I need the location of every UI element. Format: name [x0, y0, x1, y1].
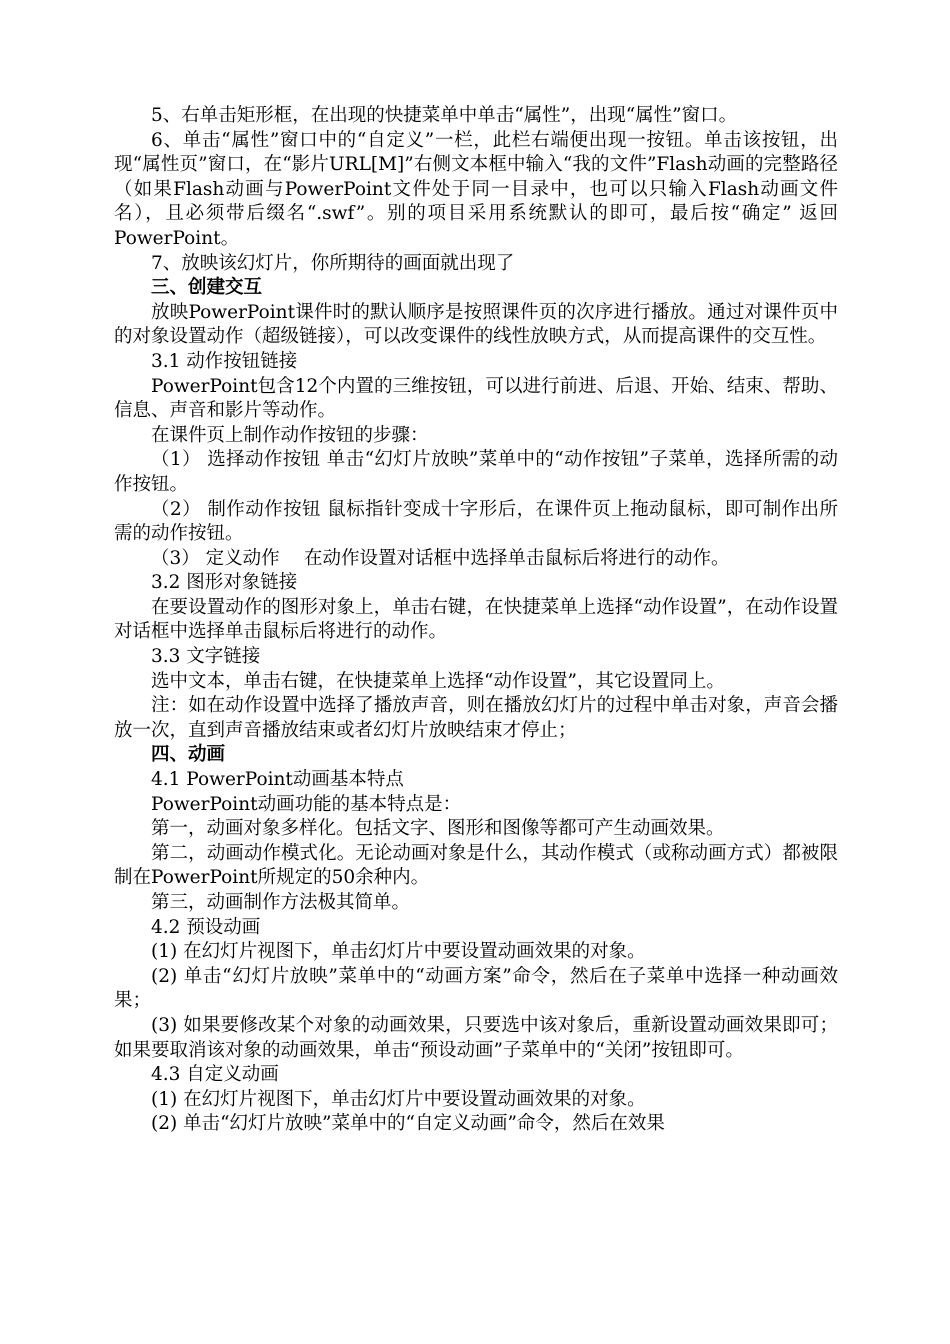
paragraph: 第一，动画对象多样化。包括文字、图形和图像等都可产生动画效果。: [151, 818, 725, 840]
paragraph: 在课件页上制作动作按钮的步骤：: [151, 424, 429, 446]
document-body: [114, 104, 838, 1137]
list-item: (2) 单击“幻灯片放映”菜单中的“动画方案”命令，然后在子菜单中选择一种动画效果；: [114, 965, 838, 1012]
list-item: （2） 制作动作按钮 鼠标指针变成十字形后，在课件页上拖动鼠标，即可制作出所需的动作按钮。: [114, 498, 838, 545]
paragraph: 第二，动画动作模式化。无论动画对象是什么，其动作模式（或称动画方式）都被限制在PowerPoint所规定的50余种内。: [114, 842, 838, 889]
list-item: （3） 定义动作 在动作设置对话框中选择单击鼠标后将进行的动作。: [151, 547, 730, 569]
list-item: (1) 在幻灯片视图下，单击幻灯片中要设置动画效果的对象。: [151, 941, 646, 963]
list-item: (1) 在幻灯片视图下，单击幻灯片中要设置动画效果的对象。: [151, 1088, 646, 1110]
paragraph: 7、放映该幻灯片，你所期待的画面就出现了: [151, 252, 515, 274]
list-item: （1） 选择动作按钮 单击“幻灯片放映”菜单中的“动作按钮”子菜单，选择所需的动作按钮。: [114, 449, 838, 495]
list-item: (3) 如果要修改某个对象的动画效果，只要选中该对象后，重新设置动画效果即可；如果要取消该对象的动画效果，单击“预设动画”子菜单中的“关闭”按钮即可。: [114, 1014, 838, 1061]
section-heading: 四、动画: [151, 744, 226, 766]
paragraph: PowerPoint动画功能的基本特点是：: [151, 793, 462, 815]
section-heading: 三、创建交互: [151, 277, 263, 299]
list-item: (2) 单击“幻灯片放映”菜单中的“自定义动画”命令，然后在效果: [151, 1113, 665, 1135]
paragraph: 5、右单击矩形框，在出现的快捷菜单中单击“属性”，出现“属性”窗口。: [151, 105, 738, 126]
subheading: 4.3 自定义动画: [151, 1064, 279, 1086]
subheading: 3.2 图形对象链接: [151, 572, 298, 594]
subheading: 4.1 PowerPoint动画基本特点: [151, 769, 404, 791]
paragraph: 放映PowerPoint课件时的默认顺序是按照课件页的次序进行播放。通过对课件页中的对象设置动作（超级链接），可以改变课件的线性放映方式，从而提高课件的交互性。: [114, 301, 838, 348]
subheading: 3.1 动作按钮链接: [151, 350, 298, 372]
paragraph: 6、单击“属性”窗口中的“自定义”一栏，此栏右端便出现一按钮。单击该按钮，出现“属性页”窗口，在“影片URL[M]”右侧文本框中输入“我的文件”Flash动画的完整路径（如果Flash动画与PowerPoint文件处于同一目录中，也可以只输入Flash动画文件名），且必须带后缀名“.swf”。别的项目采用系统默认的即可，最后按“确定” 返回PowerPoint。: [114, 129, 838, 249]
paragraph: 选中文本，单击右键，在快捷菜单上选择“动作设置”，其它设置同上。: [151, 670, 725, 692]
subheading: 3.3 文字链接: [151, 646, 261, 668]
note-paragraph: 注：如在动作设置中选择了播放声音，则在播放幻灯片的过程中单击对象，声音会播放一次，直到声音播放结束或者幻灯片放映结束才停止；: [114, 695, 838, 741]
paragraph: 在要设置动作的图形对象上，单击右键，在快捷菜单上选择“动作设置”，在动作设置对话框中选择单击鼠标后将进行的动作。: [114, 596, 838, 643]
paragraph: PowerPoint包含12个内置的三维按钮，可以进行前进、后退、开始、结束、帮助、信息、声音和影片等动作。: [114, 375, 838, 422]
subheading: 4.2 预设动画: [151, 916, 261, 938]
paragraph: 第三，动画制作方法极其简单。: [151, 892, 411, 913]
